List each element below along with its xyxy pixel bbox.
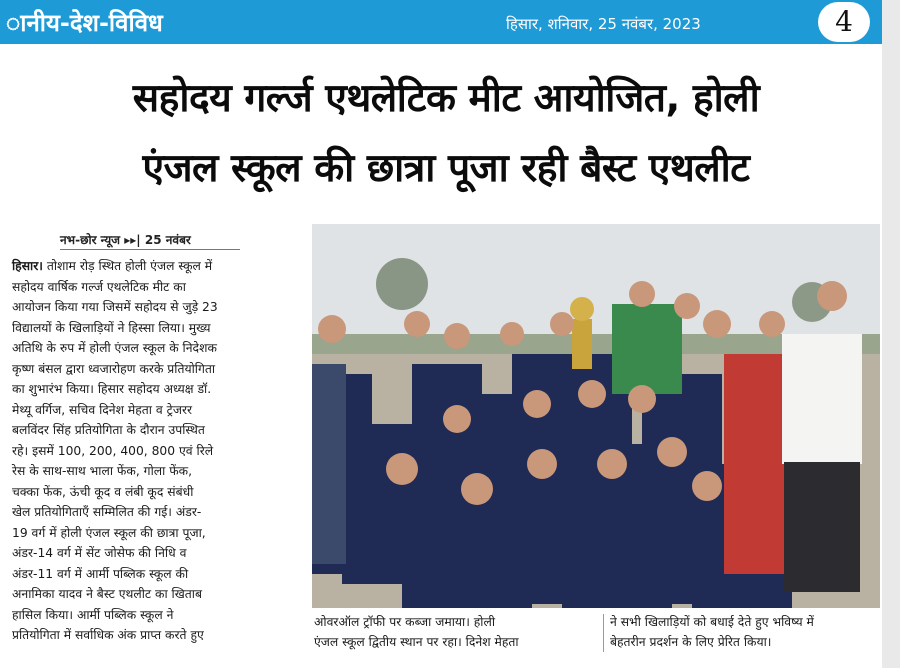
article-first-line: तोशाम रोड़ स्थित होली एंजल स्कूल में bbox=[42, 259, 213, 273]
article-line: अतिथि के रुप में होली एंजल स्कूल के निदेशक bbox=[12, 341, 217, 355]
article-line: हासिल किया। आर्मी पब्लिक स्कूल ने bbox=[12, 607, 174, 622]
article-line: रहे। इसमें 100, 200, 400, 800 एवं रिले bbox=[12, 443, 214, 458]
page-edge bbox=[882, 0, 900, 668]
caption-line: ने सभी खिलाड़ियों को बधाई देते हुए भविष्य में bbox=[610, 615, 814, 629]
dateline: हिसार, शनिवार, 25 नवंबर, 2023 bbox=[506, 15, 701, 33]
article-line: चक्का फेंक, ऊंची कूद व लंबी कूद संबंधी bbox=[12, 484, 194, 499]
article-line: अनामिका यादव ने बैस्ट एथलीट का खिताब bbox=[12, 587, 203, 601]
article-line: कृष्ण बंसल द्वारा ध्वजारोहण करके प्रतियोगिता bbox=[12, 361, 216, 376]
article-line: सहोदय वार्षिक गर्ल्ज एथलेटिक मीट का bbox=[12, 279, 186, 294]
article-body bbox=[12, 256, 302, 646]
caption-line: बेहतरीन प्रदर्शन के लिए प्रेरित किया। bbox=[610, 635, 772, 649]
article-line: प्रतियोगिता में सर्वाधिक अंक प्राप्त करते हुए bbox=[12, 628, 204, 642]
article-line: खेल प्रतियोगिताएँ सम्मिलित की गई। अंडर- bbox=[12, 505, 202, 519]
article-line: विद्यालयों के खिलाड़ियों ने हिस्सा लिया। मुख्य bbox=[12, 320, 211, 335]
caption-line: एंजल स्कूल द्वितीय स्थान पर रहा। दिनेश मेहता bbox=[314, 635, 519, 649]
caption-column-2 bbox=[610, 612, 814, 652]
caption-line: ओवरऑल ट्रॉफी पर कब्जा जमाया। होली bbox=[314, 615, 496, 629]
article-line: मेथ्यू वर्गिज, सचिव दिनेश मेहता व ट्रेजरर bbox=[12, 402, 193, 417]
article-lead: हिसार। bbox=[12, 259, 43, 273]
headline-line-2: एंजल स्कूल की छात्रा पूजा रही बैस्ट एथलीट bbox=[142, 146, 750, 191]
article-line: 19 वर्ग में होली एंजल स्कूल की छात्रा पूजा, bbox=[12, 525, 206, 540]
article-line: बलविंदर सिंह प्रतियोगिता के दौरान उपस्थित bbox=[12, 423, 205, 437]
page-number: 4 bbox=[818, 2, 870, 42]
byline-rule bbox=[60, 249, 240, 250]
group-photo bbox=[312, 224, 880, 608]
article-line: अंडर-14 वर्ग में सेंट जोसेफ की निधि व bbox=[12, 546, 187, 560]
byline: नभ-छोर न्यूज ▸▸| 25 नवंबर bbox=[60, 233, 191, 247]
article-line bbox=[12, 256, 302, 277]
caption-column-1 bbox=[314, 612, 519, 652]
page-header-bar bbox=[0, 0, 882, 44]
article-line: रेस के साथ-साथ भाला फेंक, गोला फेंक, bbox=[12, 464, 193, 478]
section-name: ानीय-देश-विविध bbox=[6, 9, 163, 37]
article-line: आयोजन किया गया जिसमें सहोदय से जुड़े 23 bbox=[12, 300, 218, 314]
headline-line-1: सहोदय गर्ल्ज एथलेटिक मीट आयोजित, होली bbox=[132, 76, 760, 121]
article-line: का शुभारंभ किया। हिसार सहोदय अध्यक्ष डॉ. bbox=[12, 382, 212, 396]
article-line: अंडर-11 वर्ग में आर्मी पब्लिक स्कूल की bbox=[12, 566, 189, 581]
